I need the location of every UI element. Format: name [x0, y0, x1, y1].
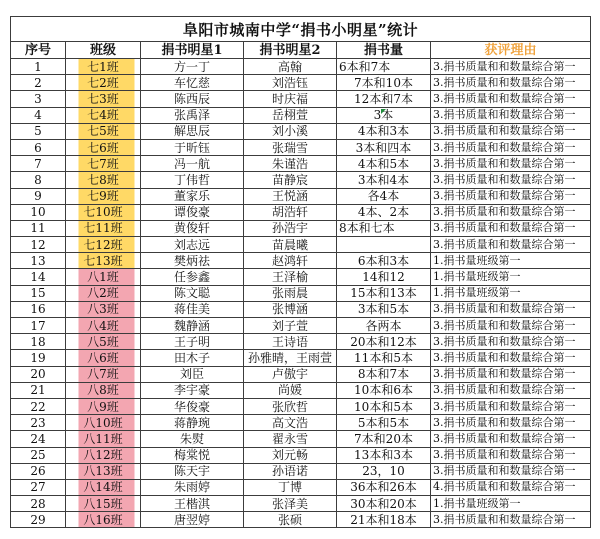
- cell-amount[interactable]: 10本和5本: [337, 398, 431, 414]
- cell-index[interactable]: 6: [11, 139, 66, 155]
- table-row: [11, 366, 591, 382]
- cell-reason[interactable]: 3.捐书质量和和数量综合第一: [431, 350, 591, 366]
- cell-class[interactable]: 七1班: [66, 59, 141, 75]
- cell-reason[interactable]: 3.捐书质量和和数量综合第一: [431, 463, 591, 479]
- cell-index[interactable]: 16: [11, 301, 66, 317]
- cell-reason[interactable]: 1.捐书量班级第一: [431, 496, 591, 512]
- cell-class[interactable]: 八4班: [66, 318, 141, 334]
- cell-star1[interactable]: 刘志远: [141, 237, 244, 253]
- table-row: [11, 156, 591, 172]
- cell-class[interactable]: 八5班: [66, 334, 141, 350]
- cell-amount[interactable]: 10本和6本: [337, 382, 431, 398]
- cell-class[interactable]: 七7班: [66, 156, 141, 172]
- cell-index[interactable]: 29: [11, 512, 66, 528]
- table-row: [11, 334, 591, 350]
- cell-star1[interactable]: 张禹泽: [141, 107, 244, 123]
- cell-star2[interactable]: 苗静宸: [244, 172, 337, 188]
- cell-star1[interactable]: 王子明: [141, 334, 244, 350]
- cell-star1[interactable]: 刘臣: [141, 366, 244, 382]
- cell-star1[interactable]: 冯一航: [141, 156, 244, 172]
- cell-amount[interactable]: 36本和26本: [337, 479, 431, 495]
- cell-reason[interactable]: 3.捐书质量和和数量综合第一: [431, 156, 591, 172]
- cell-index[interactable]: 18: [11, 334, 66, 350]
- cell-index[interactable]: 22: [11, 398, 66, 414]
- cell-star1[interactable]: 董家乐: [141, 188, 244, 204]
- cell-reason[interactable]: 3.捐书质量和和数量综合第一: [431, 123, 591, 139]
- cell-star2[interactable]: 孙雅晴，王雨萱: [244, 350, 337, 366]
- sheet-title[interactable]: 阜阳市城南中学“捐书小明星”统计: [11, 17, 591, 42]
- cell-reason[interactable]: 3.捐书质量和和数量综合第一: [431, 334, 591, 350]
- cell-class[interactable]: 八12班: [66, 447, 141, 463]
- cell-amount[interactable]: 各4本: [337, 188, 431, 204]
- cell-reason[interactable]: 3.捐书质量和和数量综合第一: [431, 204, 591, 220]
- cell-index[interactable]: 14: [11, 269, 66, 285]
- cell-amount[interactable]: 11本和5本: [337, 350, 431, 366]
- cell-index[interactable]: 10: [11, 204, 66, 220]
- cell-star1[interactable]: 田木子: [141, 350, 244, 366]
- cell-star2[interactable]: 胡浩轩: [244, 204, 337, 220]
- cell-class[interactable]: 八8班: [66, 382, 141, 398]
- table-row: [11, 172, 591, 188]
- table-row: [11, 107, 591, 123]
- cell-amount[interactable]: 30本和20本: [337, 496, 431, 512]
- cell-star1[interactable]: 任参鑫: [141, 269, 244, 285]
- cell-amount[interactable]: 4本和5本: [337, 156, 431, 172]
- cell-amount[interactable]: 4本、2本: [337, 204, 431, 220]
- cell-class[interactable]: 八1班: [66, 269, 141, 285]
- cell-index[interactable]: 5: [11, 123, 66, 139]
- cell-index[interactable]: 19: [11, 350, 66, 366]
- cell-index[interactable]: 3: [11, 91, 66, 107]
- header-row: [11, 42, 591, 59]
- cell-reason[interactable]: 3.捐书质量和和数量综合第一: [431, 382, 591, 398]
- table-row: [11, 75, 591, 91]
- table-row: [11, 253, 591, 269]
- cell-reason[interactable]: 1.捐书量班级第一: [431, 253, 591, 269]
- cell-star1[interactable]: 朱熨: [141, 431, 244, 447]
- cell-star2[interactable]: 张瑞雪: [244, 139, 337, 155]
- cell-star2[interactable]: 王悦涵: [244, 188, 337, 204]
- cell-reason[interactable]: 3.捐书质量和和数量综合第一: [431, 447, 591, 463]
- cell-star2[interactable]: 王诗语: [244, 334, 337, 350]
- cell-star1[interactable]: 樊炳祛: [141, 253, 244, 269]
- header-class[interactable]: 班级: [66, 42, 141, 59]
- cell-class[interactable]: 七9班: [66, 188, 141, 204]
- cell-class[interactable]: 七8班: [66, 172, 141, 188]
- cell-star1[interactable]: 丁伟哲: [141, 172, 244, 188]
- cell-reason[interactable]: 3.捐书质量和和数量综合第一: [431, 318, 591, 334]
- cell-reason[interactable]: 4.捐书质量和和数量综合第一: [431, 479, 591, 495]
- cell-star1[interactable]: 陈文聪: [141, 285, 244, 301]
- cell-star2[interactable]: 丁博: [244, 479, 337, 495]
- cell-class[interactable]: 七2班: [66, 75, 141, 91]
- cell-index[interactable]: 9: [11, 188, 66, 204]
- cell-star2[interactable]: 刘小溪: [244, 123, 337, 139]
- cell-star1[interactable]: 解思辰: [141, 123, 244, 139]
- cell-reason[interactable]: 3.捐书质量和和数量综合第一: [431, 301, 591, 317]
- cell-star2[interactable]: 张雨晨: [244, 285, 337, 301]
- cell-class[interactable]: 七12班: [66, 237, 141, 253]
- cell-class[interactable]: 八15班: [66, 496, 141, 512]
- cell-star2[interactable]: 高文浩: [244, 415, 337, 431]
- cell-class[interactable]: 八2班: [66, 285, 141, 301]
- cell-reason[interactable]: 3.捐书质量和和数量综合第一: [431, 220, 591, 236]
- cell-amount[interactable]: 8本和7本: [337, 366, 431, 382]
- cell-star2[interactable]: 时庆福: [244, 91, 337, 107]
- cell-class[interactable]: 八14班: [66, 479, 141, 495]
- cell-reason[interactable]: 3.捐书质量和和数量综合第一: [431, 431, 591, 447]
- cell-index[interactable]: 13: [11, 253, 66, 269]
- cell-star2[interactable]: 卢傲宇: [244, 366, 337, 382]
- cell-star1[interactable]: 车忆慈: [141, 75, 244, 91]
- cell-class[interactable]: 七5班: [66, 123, 141, 139]
- cell-reason[interactable]: 3.捐书质量和和数量综合第一: [431, 107, 591, 123]
- table-row: [11, 59, 591, 75]
- donation-table: [10, 16, 591, 528]
- cell-index[interactable]: 26: [11, 463, 66, 479]
- cell-reason[interactable]: 3.捐书质量和和数量综合第一: [431, 237, 591, 253]
- cell-star1[interactable]: 陈天宇: [141, 463, 244, 479]
- cell-star2[interactable]: 张欣哲: [244, 398, 337, 414]
- cell-class[interactable]: 七11班: [66, 220, 141, 236]
- table-row: [11, 398, 591, 414]
- cell-star1[interactable]: 陈西辰: [141, 91, 244, 107]
- table-row: [11, 204, 591, 220]
- header-index[interactable]: 序号: [11, 42, 66, 59]
- cell-class[interactable]: 七10班: [66, 204, 141, 220]
- cell-star2[interactable]: 孙语诺: [244, 463, 337, 479]
- cell-star2[interactable]: 高翰: [244, 59, 337, 75]
- cell-index[interactable]: 23: [11, 415, 66, 431]
- cell-index[interactable]: 15: [11, 285, 66, 301]
- cell-reason[interactable]: 3.捐书质量和和数量综合第一: [431, 398, 591, 414]
- cell-amount[interactable]: 20本和12本: [337, 334, 431, 350]
- cell-index[interactable]: 11: [11, 220, 66, 236]
- cell-amount[interactable]: 4本和3本: [337, 123, 431, 139]
- cell-class[interactable]: 七4班: [66, 107, 141, 123]
- cell-amount[interactable]: 12本和7本: [337, 91, 431, 107]
- cell-reason[interactable]: 3.捐书质量和和数量综合第一: [431, 75, 591, 91]
- cell-index[interactable]: 7: [11, 156, 66, 172]
- table-row: [11, 479, 591, 495]
- cell-reason[interactable]: 3.捐书质量和和数量综合第一: [431, 59, 591, 75]
- cell-star1[interactable]: 谭俊豪: [141, 204, 244, 220]
- cell-star1[interactable]: 梅棠悦: [141, 447, 244, 463]
- cell-reason[interactable]: 3.捐书质量和和数量综合第一: [431, 91, 591, 107]
- table-row: [11, 447, 591, 463]
- cell-class[interactable]: 八11班: [66, 431, 141, 447]
- cell-amount[interactable]: 14和12: [337, 269, 431, 285]
- cell-star2[interactable]: 赵鸿轩: [244, 253, 337, 269]
- cell-class[interactable]: 八7班: [66, 366, 141, 382]
- table-body: [11, 59, 591, 528]
- cell-index[interactable]: 24: [11, 431, 66, 447]
- cell-amount[interactable]: 3本和四本: [337, 139, 431, 155]
- cell-index[interactable]: 20: [11, 366, 66, 382]
- table-row: [11, 220, 591, 236]
- cell-amount[interactable]: 13本和3本: [337, 447, 431, 463]
- cell-star2[interactable]: 岳栩萱: [244, 107, 337, 123]
- cell-star2[interactable]: 苗晨曦: [244, 237, 337, 253]
- table-row: [11, 318, 591, 334]
- cell-star2[interactable]: 刘浩钰: [244, 75, 337, 91]
- cell-star2[interactable]: 张硕: [244, 512, 337, 528]
- cell-star1[interactable]: 蒋静琬: [141, 415, 244, 431]
- cell-star1[interactable]: 黄俊轩: [141, 220, 244, 236]
- cell-amount[interactable]: 5本和5本: [337, 415, 431, 431]
- cell-star2[interactable]: 尚媛: [244, 382, 337, 398]
- cell-star1[interactable]: 王楷淇: [141, 496, 244, 512]
- cell-amount[interactable]: 21本和18本: [337, 512, 431, 528]
- table-row: [11, 350, 591, 366]
- cell-star2[interactable]: 张博涵: [244, 301, 337, 317]
- header-amount[interactable]: 捐书量: [337, 42, 431, 59]
- table-row: [11, 463, 591, 479]
- cell-class[interactable]: 八13班: [66, 463, 141, 479]
- cell-amount[interactable]: 3本和4本: [337, 172, 431, 188]
- cell-class[interactable]: 七13班: [66, 253, 141, 269]
- cell-star1[interactable]: 李宇豪: [141, 382, 244, 398]
- table-row: [11, 123, 591, 139]
- cell-index[interactable]: 25: [11, 447, 66, 463]
- header-reason[interactable]: 获评理由: [431, 42, 591, 59]
- cell-star1[interactable]: 朱雨婷: [141, 479, 244, 495]
- cell-index[interactable]: 2: [11, 75, 66, 91]
- cell-reason[interactable]: 3.捐书质量和和数量综合第一: [431, 172, 591, 188]
- cell-star2[interactable]: 张泽美: [244, 496, 337, 512]
- cell-star2[interactable]: 刘子萱: [244, 318, 337, 334]
- cell-class[interactable]: 八6班: [66, 350, 141, 366]
- table-row: [11, 301, 591, 317]
- cell-star2[interactable]: 王泽榆: [244, 269, 337, 285]
- cell-reason[interactable]: 3.捐书质量和和数量综合第一: [431, 366, 591, 382]
- cell-amount[interactable]: 8本和七本: [337, 220, 431, 236]
- cell-star1[interactable]: 蒋佳美: [141, 301, 244, 317]
- cell-class[interactable]: 七6班: [66, 139, 141, 155]
- cell-amount[interactable]: 6本和3本: [337, 253, 431, 269]
- cell-star2[interactable]: 刘元畅: [244, 447, 337, 463]
- cell-amount[interactable]: [337, 237, 431, 253]
- cell-star2[interactable]: 翟永雪: [244, 431, 337, 447]
- cell-reason[interactable]: 1.捐书量班级第一: [431, 269, 591, 285]
- header-star1[interactable]: 捐书明星1: [141, 42, 244, 59]
- cell-amount[interactable]: 23，10: [337, 463, 431, 479]
- cell-index[interactable]: 21: [11, 382, 66, 398]
- table-row: [11, 431, 591, 447]
- cell-index[interactable]: 27: [11, 479, 66, 495]
- cell-amount[interactable]: 3本和5本: [337, 301, 431, 317]
- cell-reason[interactable]: 3.捐书质量和和数量综合第一: [431, 512, 591, 528]
- header-star2[interactable]: 捐书明星2: [244, 42, 337, 59]
- table-row: [11, 285, 591, 301]
- cell-class[interactable]: 七3班: [66, 91, 141, 107]
- cell-index[interactable]: 17: [11, 318, 66, 334]
- cell-amount[interactable]: 7本和20本: [337, 431, 431, 447]
- table-row: [11, 415, 591, 431]
- cell-index[interactable]: 4: [11, 107, 66, 123]
- table-row: [11, 188, 591, 204]
- cell-reason[interactable]: 3.捐书质量和和数量综合第一: [431, 139, 591, 155]
- cell-class[interactable]: 八3班: [66, 301, 141, 317]
- cell-amount[interactable]: 7本和10本: [337, 75, 431, 91]
- table-row: [11, 496, 591, 512]
- cell-amount[interactable]: 各两本: [337, 318, 431, 334]
- cell-star2[interactable]: 朱谨浩: [244, 156, 337, 172]
- table-row: [11, 269, 591, 285]
- cell-amount[interactable]: 15本和13本: [337, 285, 431, 301]
- cell-reason[interactable]: 3.捐书质量和和数量综合第一: [431, 415, 591, 431]
- cell-star2[interactable]: 孙浩宇: [244, 220, 337, 236]
- title-row: [11, 17, 591, 42]
- cell-star1[interactable]: 方一丁: [141, 59, 244, 75]
- cell-class[interactable]: 八9班: [66, 398, 141, 414]
- table-row: [11, 139, 591, 155]
- cell-reason[interactable]: 1.捐书量班级第一: [431, 285, 591, 301]
- cell-star1[interactable]: 魏静涵: [141, 318, 244, 334]
- cell-class[interactable]: 八10班: [66, 415, 141, 431]
- cell-amount[interactable]: 6本和7本: [337, 59, 431, 75]
- cell-index[interactable]: 28: [11, 496, 66, 512]
- cell-amount[interactable]: 3本: [337, 107, 431, 123]
- table-row: [11, 91, 591, 107]
- table-row: [11, 512, 591, 528]
- table-row: [11, 382, 591, 398]
- table-row: [11, 237, 591, 253]
- cell-class[interactable]: 八16班: [66, 512, 141, 528]
- cell-index[interactable]: 1: [11, 59, 66, 75]
- cell-index[interactable]: 8: [11, 172, 66, 188]
- cell-star1[interactable]: 唐翌婷: [141, 512, 244, 528]
- error-indicator-icon: [381, 109, 386, 114]
- cell-star1[interactable]: 于昕钰: [141, 139, 244, 155]
- cell-reason[interactable]: 3.捐书质量和和数量综合第一: [431, 188, 591, 204]
- cell-star1[interactable]: 华俊豪: [141, 398, 244, 414]
- cell-index[interactable]: 12: [11, 237, 66, 253]
